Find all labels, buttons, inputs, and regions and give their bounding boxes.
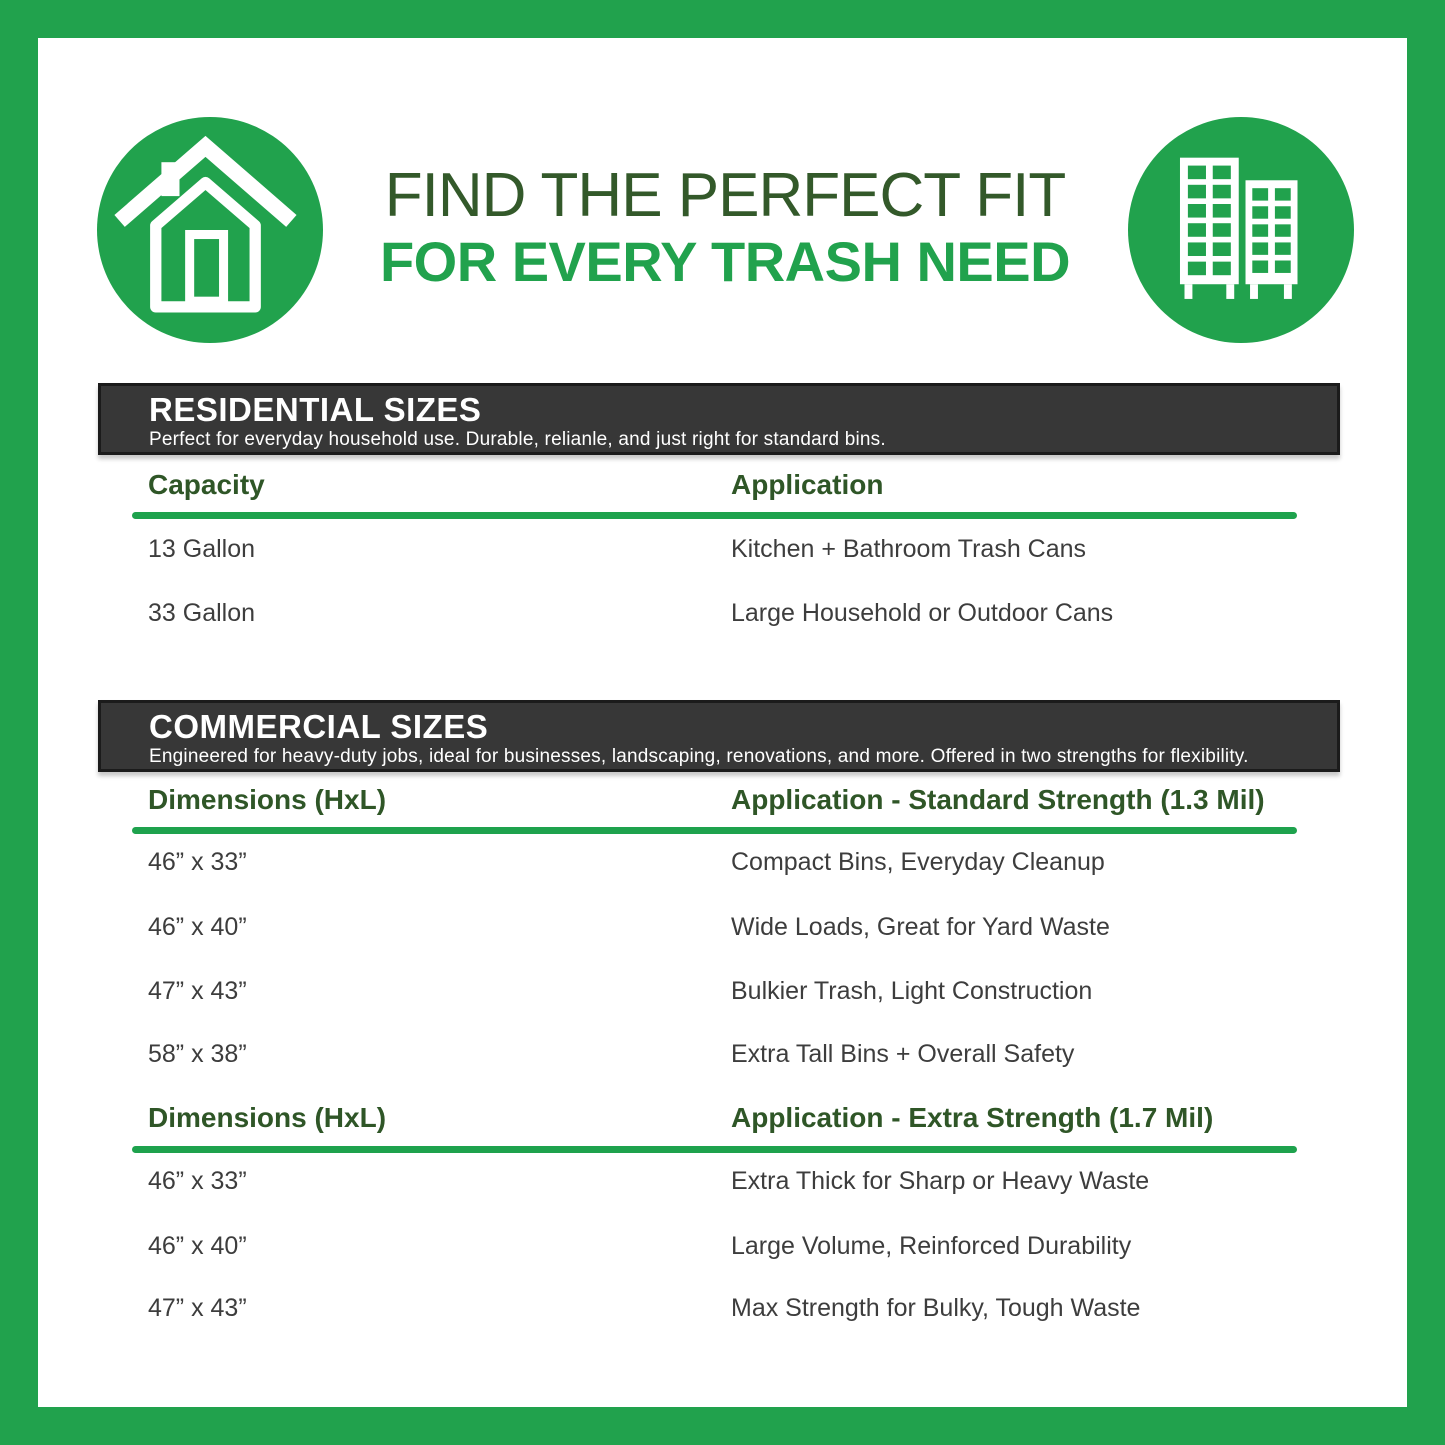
residential-row-application: Kitchen + Bathroom Trash Cans	[731, 535, 1087, 563]
commercial-row-dimensions: 46” x 33”	[148, 848, 247, 876]
commercial-row-dimensions: 46” x 40”	[148, 913, 247, 941]
page-title-line1: FIND THE PERFECT FIT	[384, 161, 1066, 230]
commercial-row-application: Bulkier Trash, Light Construction	[731, 977, 1093, 1005]
page-title-line2: FOR EVERY TRASH NEED	[379, 230, 1071, 293]
commercial-subtitle: Engineered for heavy-duty jobs, ideal for businesses, landscaping, renovations, and more. Offered in two strengths for flexibility.	[149, 746, 1249, 767]
commercial-title: COMMERCIAL SIZES	[149, 708, 489, 745]
house-icon	[97, 330, 323, 347]
house-badge	[97, 117, 323, 343]
commercial-row-application: Wide Loads, Great for Yard Waste	[731, 913, 1110, 941]
buildings-icon	[1128, 330, 1354, 347]
commercial-extra-col-application: Application - Extra Strength (1.7 Mil)	[731, 1102, 1214, 1133]
residential-subtitle: Perfect for everyday household use. Durable, relianle, and just right for standard bins.	[149, 429, 886, 450]
commercial-extra-col-dimensions: Dimensions (HxL)	[148, 1102, 387, 1133]
header-title	[330, 161, 1120, 293]
residential-col-capacity: Capacity	[148, 469, 265, 500]
commercial-section-bar	[98, 700, 1340, 772]
buildings-badge	[1128, 117, 1354, 343]
residential-divider	[132, 512, 1297, 519]
commercial-row-dimensions: 47” x 43”	[148, 1294, 247, 1322]
commercial-row-dimensions: 58” x 38”	[148, 1040, 247, 1068]
commercial-row-application: Extra Tall Bins + Overall Safety	[731, 1040, 1075, 1068]
residential-title: RESIDENTIAL SIZES	[149, 391, 482, 428]
commercial-standard-divider	[132, 827, 1297, 834]
commercial-row-dimensions: 46” x 40”	[148, 1232, 247, 1260]
commercial-row-dimensions: 47” x 43”	[148, 977, 247, 1005]
commercial-standard-col-dimensions: Dimensions (HxL)	[148, 784, 387, 815]
residential-row-capacity: 33 Gallon	[148, 599, 256, 627]
commercial-row-application: Max Strength for Bulky, Tough Waste	[731, 1294, 1141, 1322]
residential-section-bar	[98, 383, 1340, 455]
residential-row-capacity: 13 Gallon	[148, 535, 256, 563]
commercial-row-application: Extra Thick for Sharp or Heavy Waste	[731, 1167, 1150, 1195]
commercial-row-dimensions: 46” x 33”	[148, 1167, 247, 1195]
commercial-standard-col-application: Application - Standard Strength (1.3 Mil)	[731, 784, 1265, 815]
commercial-row-application: Large Volume, Reinforced Durability	[731, 1232, 1132, 1260]
commercial-row-application: Compact Bins, Everyday Cleanup	[731, 848, 1105, 876]
commercial-extra-divider	[132, 1146, 1297, 1153]
residential-col-application: Application	[731, 469, 884, 500]
residential-row-application: Large Household or Outdoor Cans	[731, 599, 1114, 627]
